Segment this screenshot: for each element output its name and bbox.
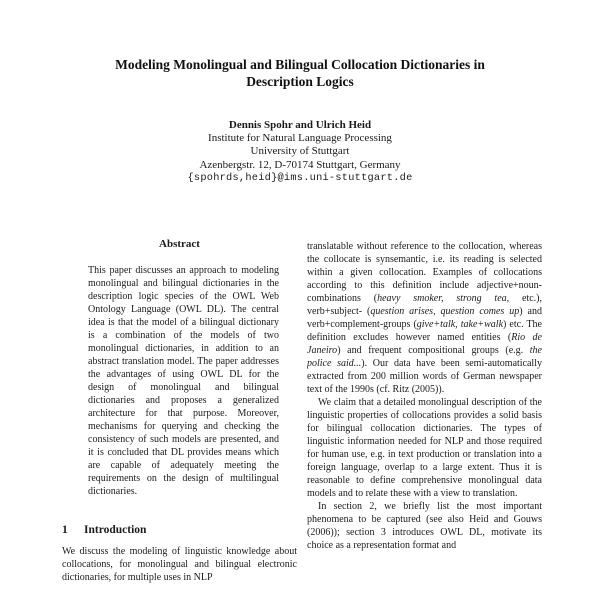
right-paragraph-1: translatable without reference to the collocation, whereas the collocate is synsemantic, i.e. its reading is selected within a given collocation. Examples of collocations according to this definition include adjective+noun-combinations (heavy smoker, strong tea, etc.), verb+subject- (question arises, question comes up) and verb+complement-groups (give+talk, take+walk) etc. The definition excludes however named entities (Rio de Janeiro) and frequent compositional groups (e.g. the police said...). Our data have been semi-automatically extracted from 200 million words of German newspaper text of the 1990s (cf. Ritz (2005)).	[307, 241, 542, 395]
paper-title-line1: Modeling Monolingual and Bilingual Collocation Dictionaries in	[115, 57, 485, 72]
author-names: Dennis Spohr and Ulrich Heid	[228, 119, 372, 131]
section-number: 1	[62, 524, 68, 536]
abstract-heading: Abstract	[159, 238, 200, 250]
author-university: University of Stuttgart	[250, 145, 350, 158]
right-paragraph-3: In section 2, we briefly list the most important phenomena to be captured (see also Heid and Gouws (2006)); section 3 introduces OWL DL, motivate its choice as a representation format and	[307, 501, 542, 551]
section-title: Introduction	[84, 524, 147, 536]
author-address: Azenbergstr. 12, D-70174 Stuttgart, Germany	[199, 158, 401, 171]
author-affiliation: Institute for Natural Language Processing	[208, 132, 392, 145]
right-paragraph-2: We claim that a detailed monolingual description of the linguistic properties of collocations provides a solid basis for bilingual collocation dictionaries. The types of linguistic information needed for NLP and those required for human use, e.g. in text production or translation into a foreign language, overlap to a large extent. Thus it is reasonable to define comprehensive monolingual data models and to relate these with a view to translation.	[307, 397, 542, 499]
left-column	[62, 238, 297, 600]
paper-title-line2: Description Logics	[246, 74, 354, 89]
paper-title	[40, 56, 560, 90]
right-column	[307, 238, 542, 600]
author-block	[0, 119, 600, 185]
author-email: {spohrds,heid}@ims.uni-stuttgart.de	[187, 171, 413, 184]
intro-paragraph-1: We discuss the modeling of linguistic knowledge about collocations, for monolingual and bilingual electronic dictionaries, for multiple uses in NLP	[62, 546, 297, 583]
abstract-text: This paper discusses an approach to modeling monolingual and bilingual dictionaries in the description logic species of the OWL Web Ontology Language (OWL DL). The central idea is that the model of a bilingual dictionary is a combination of the models of two monolingual dictionaries, in addition to an abstract translation model. The paper addresses the advantages of using OWL DL for the design of monolingual and bilingual dictionaries and proposes a generalized architecture for that purpose. Moreover, mechanisms for querying and checking the consistency of such models are presented, and it is concluded that DL provides means which are capable of adequately meeting the requirements on the design of multilingual dictionaries.	[88, 265, 279, 497]
section-heading-introduction	[62, 523, 297, 537]
